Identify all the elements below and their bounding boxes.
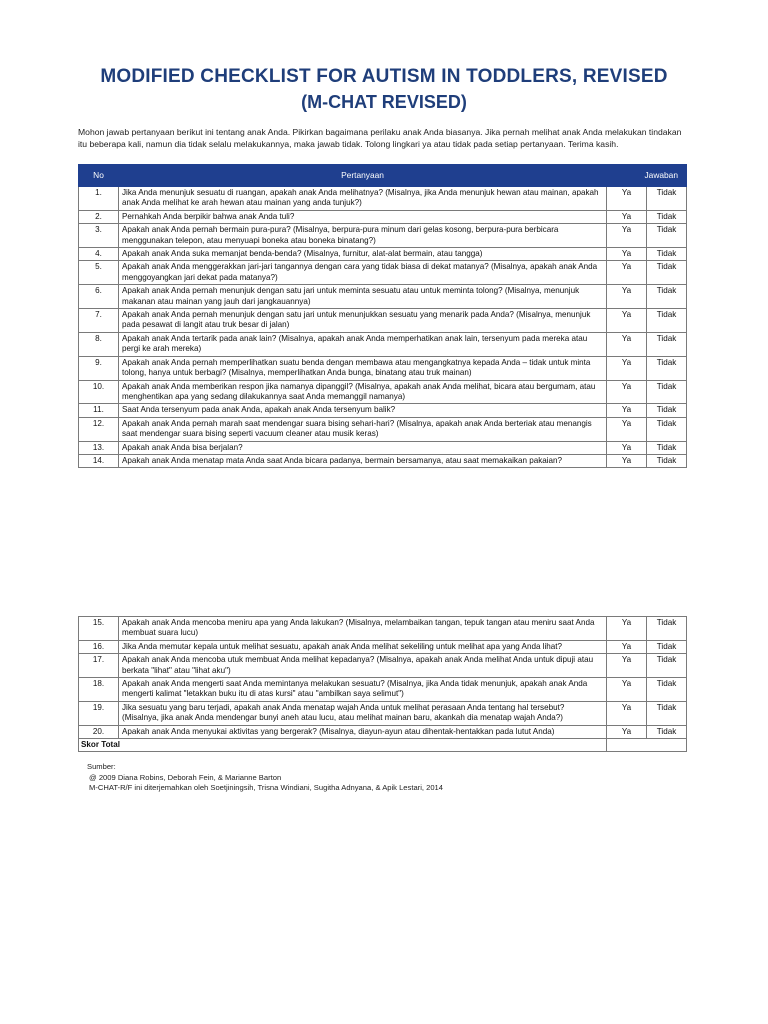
- question-text: Apakah anak Anda pernah marah saat mendengar suara bising sehari-hari? (Misalnya, apakah anak Anda berteriak atau menangis saat mendengar suara bising seperti vacuum cleaner atau musik keras): [119, 417, 607, 441]
- answer-yes[interactable]: Ya: [607, 224, 647, 248]
- answer-yes[interactable]: Ya: [607, 725, 647, 738]
- answer-no[interactable]: Tidak: [647, 654, 687, 678]
- table-row: [79, 356, 687, 380]
- question-text: Apakah anak Anda pernah memperlihatkan suatu benda dengan membawa atau mengangkatnya kepada Anda – tidak untuk minta tolong, hanya untuk berbagi? (Misalnya, memperlihatkan Anda bunga, binatang atau truk mainan): [119, 356, 607, 380]
- question-number: 17.: [79, 654, 119, 678]
- questionnaire-table-part2: [78, 616, 687, 752]
- table-row: [79, 640, 687, 653]
- table-row: [79, 417, 687, 441]
- table-row: [79, 654, 687, 678]
- table-row: [79, 404, 687, 417]
- question-text: Apakah anak Anda tertarik pada anak lain? (Misalnya, apakah anak Anda memperhatikan anak lain, tersenyum pada mereka atau pergi ke arah mereka): [119, 332, 607, 356]
- table-row: [79, 224, 687, 248]
- question-text: Apakah anak Anda pernah menunjuk dengan satu jari untuk menunjukkan sesuatu yang menarik pada Anda? (Misalnya, menunjuk pada pesawat di langit atau truk besar di jalan): [119, 309, 607, 333]
- question-text: Apakah anak Anda mengerti saat Anda memintanya melakukan sesuatu? (Misalnya, jika Anda tidak menunjuk, apakah anak Anda mengerti kalimat "letakkan buku itu di atas kursi" atau "ambilkan saya selimut"): [119, 678, 607, 702]
- source-translation: M-CHAT-R/F ini diterjemahkan oleh Soetjiningsih, Trisna Windiani, Sugitha Adnyana, & Apik Lestari, 2014: [89, 783, 443, 792]
- answer-no[interactable]: Tidak: [647, 309, 687, 333]
- score-total-label: Skor Total: [79, 739, 607, 752]
- table-row: [79, 210, 687, 223]
- answer-yes[interactable]: Ya: [607, 285, 647, 309]
- answer-yes[interactable]: Ya: [607, 210, 647, 223]
- question-number: 16.: [79, 640, 119, 653]
- answer-yes[interactable]: Ya: [607, 309, 647, 333]
- table-header-row: [79, 165, 687, 187]
- answer-yes[interactable]: Ya: [607, 404, 647, 417]
- answer-no[interactable]: Tidak: [647, 725, 687, 738]
- question-text: Apakah anak Anda mencoba meniru apa yang Anda lakukan? (Misalnya, melambaikan tangan, tepuk tangan atau meniru saat Anda membuat suara lucu): [119, 617, 607, 641]
- question-text: Apakah anak Anda pernah menunjuk dengan satu jari untuk meminta sesuatu atau untuk meminta tolong? (Misalnya, menunjuk makanan atau mainan yang jauh dari jangkauannya): [119, 285, 607, 309]
- answer-yes[interactable]: Ya: [607, 356, 647, 380]
- table-row: [79, 187, 687, 211]
- source-copyright: @ 2009 Diana Robins, Deborah Fein, & Marianne Barton: [89, 772, 282, 782]
- question-text: Apakah anak Anda mencoba utuk membuat Anda melihat kepadanya? (Misalnya, apakah anak Anda melihat Anda untuk dipuji atau berkata "lihat" atau "lihat aku"): [119, 654, 607, 678]
- question-text: Jika sesuatu yang baru terjadi, apakah anak Anda menatap wajah Anda untuk melihat perasaan Anda tentang hal tersebut? (Misalnya, jika anak Anda mendengar bunyi aneh atau lucu, atau melihat mainan baru, akankah dia menatap wajah Anda?): [119, 701, 607, 725]
- table-row: [79, 725, 687, 738]
- header-question: Pertanyaan: [119, 165, 607, 187]
- answer-no[interactable]: Tidak: [647, 332, 687, 356]
- question-number: 3.: [79, 224, 119, 248]
- question-number: 8.: [79, 332, 119, 356]
- question-number: 15.: [79, 617, 119, 641]
- questionnaire-table-part1: [78, 164, 687, 468]
- score-total-row: [79, 739, 687, 752]
- header-answer: Jawaban: [607, 165, 687, 187]
- answer-no[interactable]: Tidak: [647, 454, 687, 467]
- source-label: Sumber:: [87, 762, 116, 771]
- question-number: 5.: [79, 261, 119, 285]
- question-text: Jika Anda memutar kepala untuk melihat sesuatu, apakah anak Anda melihat sekeliling untuk melihat apa yang Anda lihat?: [119, 640, 607, 653]
- question-number: 11.: [79, 404, 119, 417]
- answer-yes[interactable]: Ya: [607, 261, 647, 285]
- answer-no[interactable]: Tidak: [647, 285, 687, 309]
- question-number: 7.: [79, 309, 119, 333]
- answer-no[interactable]: Tidak: [647, 678, 687, 702]
- question-number: 14.: [79, 454, 119, 467]
- question-number: 10.: [79, 380, 119, 404]
- question-number: 9.: [79, 356, 119, 380]
- question-text: Apakah anak Anda pernah bermain pura-pura? (Misalnya, berpura-pura minum dari gelas kosong, berpura-pura berbicara menggunakan telepon, atau menyuapi boneka atau boneka binatang?): [119, 224, 607, 248]
- question-text: Apakah anak Anda bisa berjalan?: [119, 441, 607, 454]
- question-number: 19.: [79, 701, 119, 725]
- answer-no[interactable]: Tidak: [647, 210, 687, 223]
- answer-no[interactable]: Tidak: [647, 404, 687, 417]
- question-text: Apakah anak Anda menyukai aktivitas yang bergerak? (Misalnya, diayun-ayun atau dihentak-hentakkan pada lutut Anda): [119, 725, 607, 738]
- question-text: Apakah anak Anda menggerakkan jari-jari tangannya dengan cara yang tidak biasa di dekat matanya? (Misalnya, apakah anak Anda menggoyangkan jari dekat pada matanya?): [119, 261, 607, 285]
- answer-no[interactable]: Tidak: [647, 248, 687, 261]
- source-block: [89, 762, 443, 794]
- table-row: [79, 380, 687, 404]
- answer-yes[interactable]: Ya: [607, 332, 647, 356]
- table-row: [79, 441, 687, 454]
- question-text: Saat Anda tersenyum pada anak Anda, apakah anak Anda tersenyum balik?: [119, 404, 607, 417]
- question-number: 4.: [79, 248, 119, 261]
- answer-no[interactable]: Tidak: [647, 261, 687, 285]
- answer-no[interactable]: Tidak: [647, 417, 687, 441]
- document-title: MODIFIED CHECKLIST FOR AUTISM IN TODDLERS, REVISED: [100, 66, 668, 87]
- table-row: [79, 454, 687, 467]
- table-row: [79, 309, 687, 333]
- question-number: 18.: [79, 678, 119, 702]
- question-text: Pernahkah Anda berpikir bahwa anak Anda tuli?: [119, 210, 607, 223]
- answer-no[interactable]: Tidak: [647, 701, 687, 725]
- answer-yes[interactable]: Ya: [607, 248, 647, 261]
- table-row: [79, 701, 687, 725]
- answer-yes[interactable]: Ya: [607, 187, 647, 211]
- table-row: [79, 285, 687, 309]
- table-row: [79, 617, 687, 641]
- question-text: Jika Anda menunjuk sesuatu di ruangan, apakah anak Anda melihatnya? (Misalnya, jika Anda menunjuk hewan atau mainan, apakah anak Anda melihat ke arah hewan atau mainan yang anda tunjuk?): [119, 187, 607, 211]
- answer-yes[interactable]: Ya: [607, 454, 647, 467]
- answer-yes[interactable]: Ya: [607, 678, 647, 702]
- question-number: 1.: [79, 187, 119, 211]
- answer-yes[interactable]: Ya: [607, 640, 647, 653]
- question-number: 2.: [79, 210, 119, 223]
- document-subtitle: (M-CHAT REVISED): [301, 92, 467, 112]
- table-row: [79, 678, 687, 702]
- question-number: 13.: [79, 441, 119, 454]
- question-text: Apakah anak Anda memberikan respon jika namanya dipanggil? (Misalnya, apakah anak Anda melihat, bicara atau bergumam, atau menghentikan apa yang sedang dilakukannya saat Anda memanggil namanya): [119, 380, 607, 404]
- question-number: 20.: [79, 725, 119, 738]
- table-row: [79, 248, 687, 261]
- answer-yes[interactable]: Ya: [607, 417, 647, 441]
- question-text: Apakah anak Anda menatap mata Anda saat Anda bicara padanya, bermain bersamanya, atau saat memakaikan pakaian?: [119, 454, 607, 467]
- question-text: Apakah anak Anda suka memanjat benda-benda? (Misalnya, furnitur, alat-alat bermain, atau tangga): [119, 248, 607, 261]
- score-total-value[interactable]: [607, 739, 687, 752]
- header-no: No: [79, 165, 119, 187]
- answer-no[interactable]: Tidak: [647, 380, 687, 404]
- answer-yes[interactable]: Ya: [607, 441, 647, 454]
- answer-yes[interactable]: Ya: [607, 380, 647, 404]
- answer-no[interactable]: Tidak: [647, 617, 687, 641]
- answer-no[interactable]: Tidak: [647, 640, 687, 653]
- question-number: 6.: [79, 285, 119, 309]
- answer-no[interactable]: Tidak: [647, 356, 687, 380]
- answer-no[interactable]: Tidak: [647, 224, 687, 248]
- answer-yes[interactable]: Ya: [607, 701, 647, 725]
- table-row: [79, 332, 687, 356]
- answer-no[interactable]: Tidak: [647, 441, 687, 454]
- question-number: 12.: [79, 417, 119, 441]
- answer-no[interactable]: Tidak: [647, 187, 687, 211]
- answer-yes[interactable]: Ya: [607, 654, 647, 678]
- table-row: [79, 261, 687, 285]
- instructions-paragraph: Mohon jawab pertanyaan berikut ini tentang anak Anda. Pikirkan bagaimana perilaku anak Anda biasanya. Jika pernah melihat anak Anda melakukan tindakan itu beberapa kali, namun dia tidak selalu melakukannya, maka jawab tidak. Tolong lingkari ya atau tidak pada setiap pertanyaan. Terima kasih.: [78, 127, 682, 149]
- answer-yes[interactable]: Ya: [607, 617, 647, 641]
